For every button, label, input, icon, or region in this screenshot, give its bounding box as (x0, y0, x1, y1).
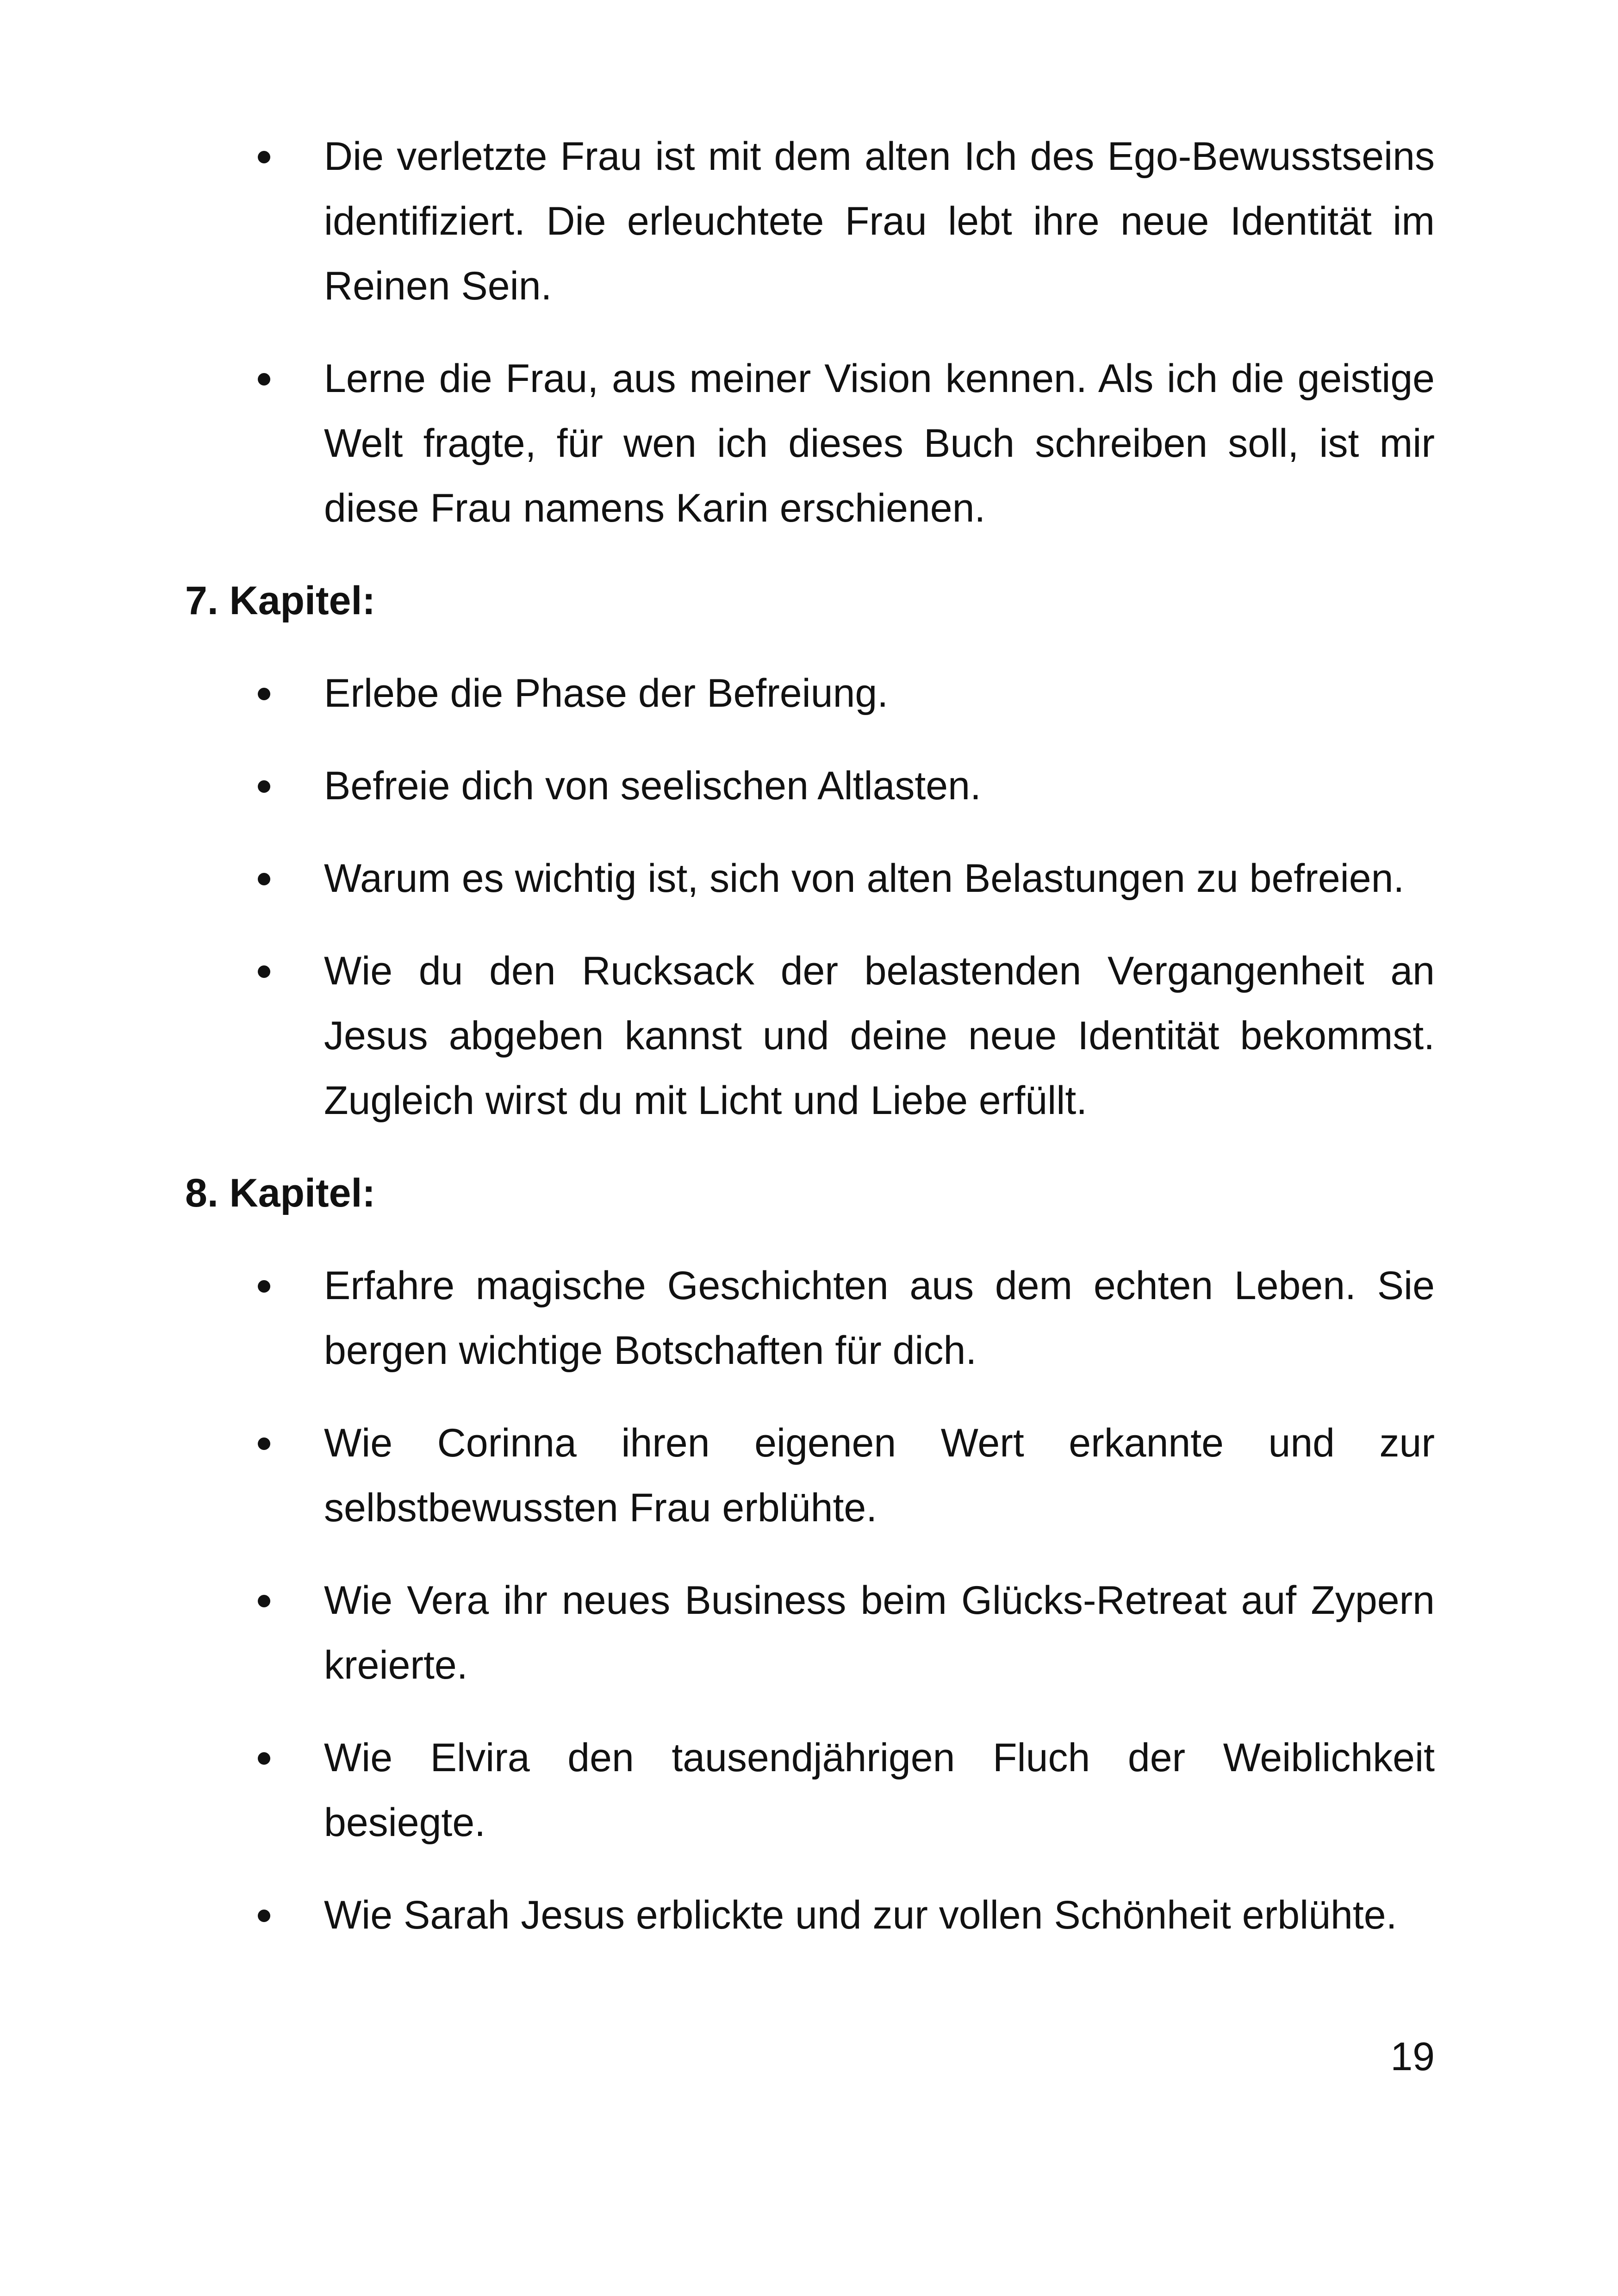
bullet-icon (258, 151, 270, 163)
list-item (185, 939, 1435, 1133)
list-item (185, 661, 1435, 726)
list-item-text: Die verletzte Frau ist mit dem alten Ich des Ego-Bewusstseins identifiziert. Die erleuchtete Frau lebt ihre neue Identität im Reinen Sein. (324, 134, 1435, 308)
bullet-icon (258, 373, 270, 386)
chapter-8-heading: 8. Kapitel: (185, 1171, 375, 1215)
list-item-text: Wie Corinna ihren eigenen Wert erkannte und zur selbstbewussten Frau erblühte. (324, 1421, 1435, 1530)
chapter-7-heading: 7. Kapitel: (185, 579, 375, 623)
bullet-icon (258, 688, 270, 700)
list-item (185, 1883, 1435, 1948)
list-item (185, 1568, 1435, 1698)
list-item (185, 1725, 1435, 1855)
list-item (185, 1411, 1435, 1540)
list-item (185, 346, 1435, 541)
bullet-icon (258, 1910, 270, 1922)
list-item (185, 846, 1435, 911)
chapter-8-bullet-list (185, 1253, 1435, 1948)
page-number: 19 (1390, 2035, 1435, 2079)
page-body (185, 124, 1435, 1975)
list-item-text: Wie du den Rucksack der belastenden Vergangenheit an Jesus abgeben kannst und deine neue Identität bekommst. Zugleich wirst du mit Licht und Liebe erfüllt. (324, 949, 1435, 1123)
bullet-icon (258, 1752, 270, 1765)
bullet-icon (258, 1595, 270, 1607)
list-item-text: Wie Sarah Jesus erblickte und zur vollen Schönheit erblühte. (324, 1893, 1397, 1937)
list-item (185, 1253, 1435, 1383)
list-item (185, 753, 1435, 818)
list-item-text: Befreie dich von seelischen Altlasten. (324, 764, 981, 808)
list-item-text: Erfahre magische Geschichten aus dem echten Leben. Sie bergen wichtige Botschaften für dich. (324, 1263, 1435, 1373)
bullet-icon (258, 965, 270, 978)
bullet-icon (258, 780, 270, 793)
intro-bullet-list (185, 124, 1435, 541)
list-item-text: Wie Elvira den tausendjährigen Fluch der Weiblichkeit besiegte. (324, 1736, 1435, 1845)
list-item (185, 124, 1435, 318)
bullet-icon (258, 1280, 270, 1293)
list-item-text: Wie Vera ihr neues Business beim Glücks-Retreat auf Zypern kreierte. (324, 1578, 1435, 1687)
list-item-text: Erlebe die Phase der Befreiung. (324, 671, 889, 716)
list-item-text: Lerne die Frau, aus meiner Vision kennen. Als ich die geistige Welt fragte, für wen ich dieses Buch schreiben soll, ist mir diese Frau namens Karin erschienen. (324, 356, 1435, 530)
chapter-7-bullet-list (185, 661, 1435, 1133)
bullet-icon (258, 1437, 270, 1450)
bullet-icon (258, 873, 270, 885)
list-item-text: Warum es wichtig ist, sich von alten Belastungen zu befreien. (324, 856, 1405, 901)
